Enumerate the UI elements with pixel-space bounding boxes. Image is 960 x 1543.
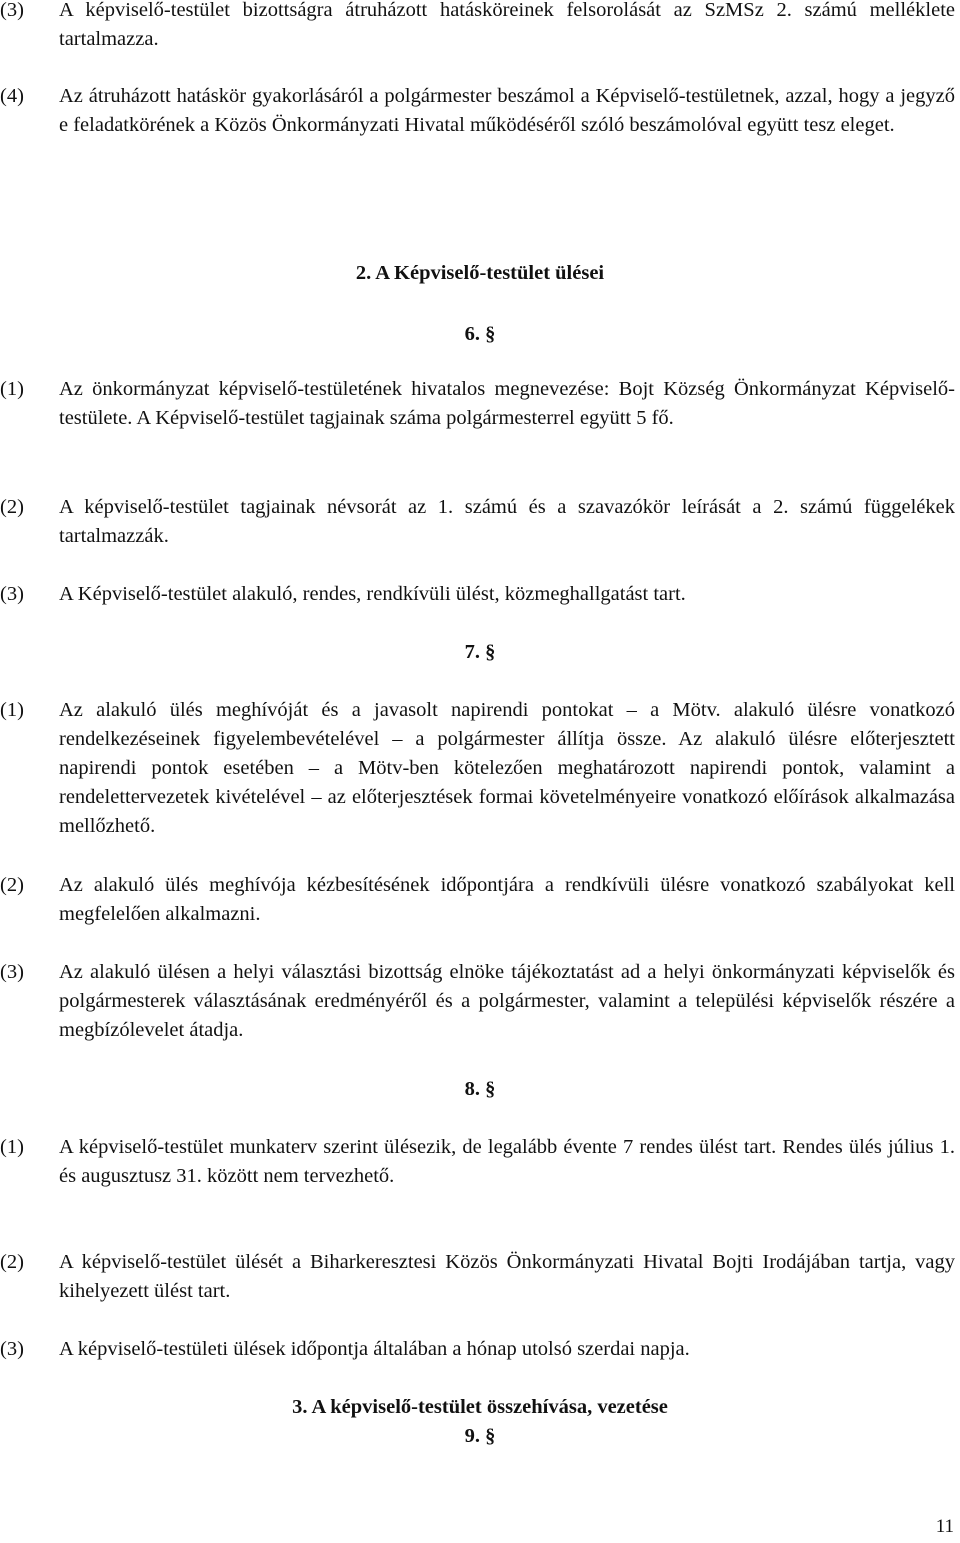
paragraph-text: A képviselő-testület munkaterv szerint ülésezik, de legalább évente 7 rendes ülést tart. Rendes ülés július 1. és augusztusz 31. között nem tervezhető. [59, 1136, 955, 1187]
section-sign-6: 6. § [464, 323, 496, 345]
paragraph-number: (1) [0, 1136, 24, 1158]
paragraph-7-2 [0, 871, 955, 929]
paragraph-8-1 [0, 1133, 955, 1191]
paragraph-text: Az alakuló ülés meghívója kézbesítésének időpontjára a rendkívüli ülésre vonatkozó szabályokat kell megfelelően alkalmazni. [59, 874, 955, 925]
paragraph-text: A képviselő-testület bizottságra átruházott hatásköreinek felsorolását az SzMSz 2. számú melléklete tartalmazza. [59, 0, 955, 50]
paragraph-text: A képviselő-testület tagjainak névsorát az 1. számú és a szavazókör leírását a 2. számú függelékek tartalmazzák. [59, 496, 955, 547]
paragraph-text: Az alakuló ülés meghívóját és a javasolt napirendi pontokat – a Mötv. alakuló ülésre vonatkozó rendelkezéseinek figyelembevételével – a polgármester állítja össze. Az alakuló ülésre előterjesztett napirendi pontok esetében – a Mötv-ben kötelezően meghatározott napirendi pontok, valamint a rendelettervezetek kivételével – az előterjesztések formai követelményeire vonatkozó előírások alkalmazása mellőzhető. [59, 699, 955, 837]
paragraph-7-1 [0, 696, 955, 841]
paragraph-number: (4) [0, 85, 24, 107]
paragraph-6-2 [0, 493, 955, 551]
paragraph-number: (3) [0, 1338, 24, 1360]
section-sign-9: 9. § [464, 1425, 496, 1447]
section-heading-2: 2. A Képviselő-testület ülései [355, 262, 605, 284]
paragraph-number: (1) [0, 699, 24, 721]
paragraph-text: Az alakuló ülésen a helyi választási bizottság elnöke tájékoztatást ad a helyi önkormányzati képviselők és polgármesterek választásának eredményéről és a polgármester, valamint a települési képviselők részére a megbízólevelet átadja. [59, 961, 955, 1041]
paragraph-6-1 [0, 375, 955, 433]
section-sign-7: 7. § [464, 641, 496, 663]
paragraph-number: (2) [0, 1251, 24, 1273]
paragraph-7-3 [0, 958, 955, 1045]
paragraph-number: (1) [0, 378, 24, 400]
paragraph-text: Az átruházott hatáskör gyakorlásáról a polgármester beszámol a Képviselő-testületnek, azzal, hogy a jegyző e feladatkörének a Közös Önkormányzati Hivatal működéséről szóló beszámolóval együtt tesz eleget. [59, 85, 955, 136]
paragraph-number: (3) [0, 583, 24, 605]
paragraph-text: A képviselő-testületi ülések időpontja általában a hónap utolsó szerdai napja. [59, 1338, 690, 1360]
paragraph-8-2 [0, 1248, 955, 1306]
section-sign-8: 8. § [464, 1078, 496, 1100]
section-heading-3: 3. A képviselő-testület összehívása, vezetése [292, 1396, 668, 1418]
paragraph-number: (3) [0, 961, 24, 983]
paragraph-8-3 [0, 1335, 955, 1364]
paragraph-text: A képviselő-testület ülését a Biharkeresztesi Közös Önkormányzati Hivatal Bojti Irodájában tartja, vagy kihelyezett ülést tart. [59, 1251, 955, 1302]
paragraph-text: Az önkormányzat képviselő-testületének hivatalos megnevezése: Bojt Község Önkormányzat Képviselő-testülete. A Képviselő-testület tagjainak száma polgármesterrel együtt 5 fő. [59, 378, 955, 429]
paragraph-3-delegated-powers [0, 0, 955, 54]
page-number: 11 [935, 1516, 954, 1537]
paragraph-text: A Képviselő-testület alakuló, rendes, rendkívüli ülést, közmeghallgatást tart. [59, 583, 686, 605]
paragraph-number: (2) [0, 874, 24, 896]
paragraph-4-report [0, 82, 955, 140]
paragraph-6-3 [0, 580, 955, 609]
paragraph-number: (3) [0, 0, 24, 21]
paragraph-number: (2) [0, 496, 24, 518]
